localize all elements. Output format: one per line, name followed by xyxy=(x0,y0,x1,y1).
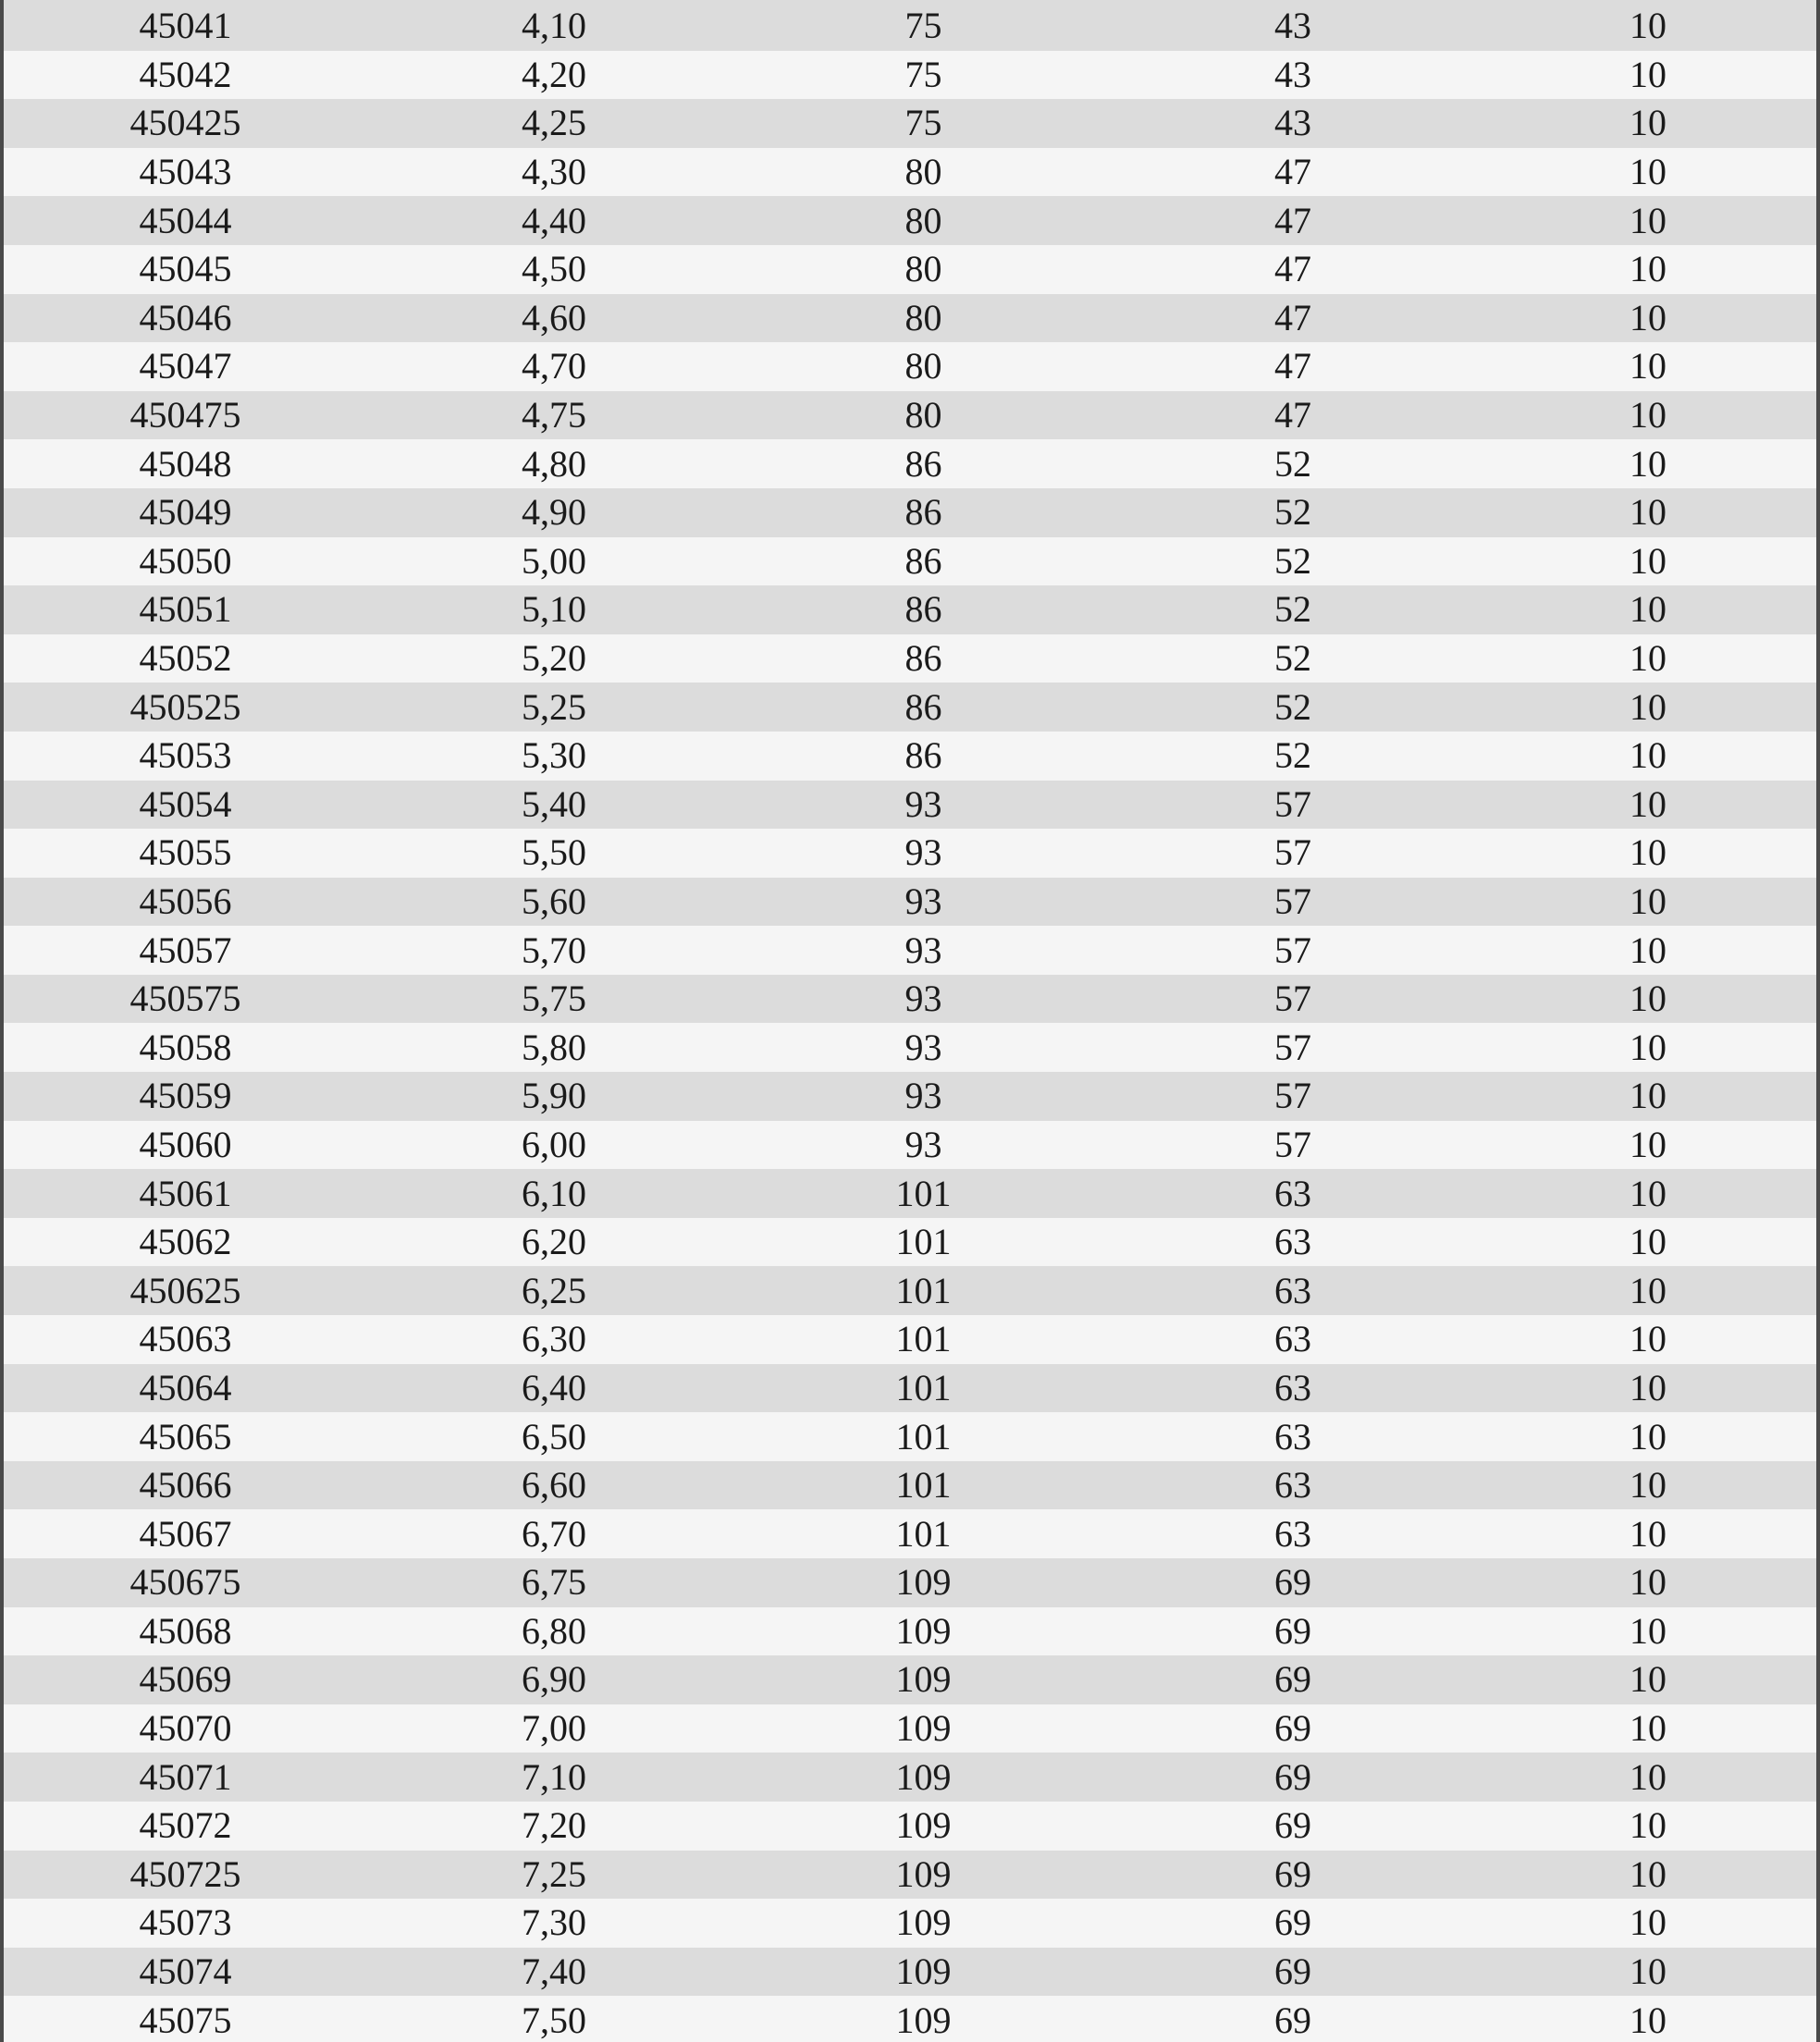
table-row xyxy=(4,1948,1816,1997)
pack-qty-cell: 10 xyxy=(1480,732,1816,781)
article-number-cell: 45048 xyxy=(4,439,367,488)
table-row xyxy=(4,1364,1816,1413)
flute-length-cell: 57 xyxy=(1106,926,1480,975)
length-cell: 93 xyxy=(741,1023,1106,1072)
pack-qty-cell: 10 xyxy=(1480,1364,1816,1413)
length-cell: 75 xyxy=(741,51,1106,100)
table-row xyxy=(4,1558,1816,1607)
article-number-cell: 45057 xyxy=(4,926,367,975)
length-cell: 86 xyxy=(741,634,1106,683)
pack-qty-cell: 10 xyxy=(1480,1899,1816,1948)
length-cell: 109 xyxy=(741,1607,1106,1656)
length-cell: 93 xyxy=(741,975,1106,1024)
diameter-cell: 4,25 xyxy=(367,99,741,148)
flute-length-cell: 57 xyxy=(1106,878,1480,927)
article-number-cell: 45068 xyxy=(4,1607,367,1656)
pack-qty-cell: 10 xyxy=(1480,634,1816,683)
pack-qty-cell: 10 xyxy=(1480,51,1816,100)
diameter-cell: 6,25 xyxy=(367,1266,741,1315)
length-cell: 101 xyxy=(741,1412,1106,1461)
table-row xyxy=(4,1266,1816,1315)
diameter-cell: 4,20 xyxy=(367,51,741,100)
diameter-cell: 5,50 xyxy=(367,829,741,878)
length-cell: 86 xyxy=(741,488,1106,537)
length-cell: 80 xyxy=(741,148,1106,197)
length-cell: 80 xyxy=(741,245,1106,294)
diameter-cell: 6,50 xyxy=(367,1412,741,1461)
diameter-cell: 4,40 xyxy=(367,196,741,245)
diameter-cell: 4,60 xyxy=(367,294,741,343)
article-number-cell: 45056 xyxy=(4,878,367,927)
pack-qty-cell: 10 xyxy=(1480,196,1816,245)
article-number-cell: 450725 xyxy=(4,1851,367,1900)
table-row xyxy=(4,488,1816,537)
diameter-cell: 5,75 xyxy=(367,975,741,1024)
pack-qty-cell: 10 xyxy=(1480,1802,1816,1851)
article-number-cell: 45055 xyxy=(4,829,367,878)
pack-qty-cell: 10 xyxy=(1480,294,1816,343)
length-cell: 86 xyxy=(741,439,1106,488)
flute-length-cell: 63 xyxy=(1106,1412,1480,1461)
flute-length-cell: 63 xyxy=(1106,1364,1480,1413)
length-cell: 86 xyxy=(741,585,1106,634)
flute-length-cell: 52 xyxy=(1106,537,1480,586)
flute-length-cell: 47 xyxy=(1106,391,1480,440)
flute-length-cell: 52 xyxy=(1106,488,1480,537)
diameter-cell: 7,25 xyxy=(367,1851,741,1900)
length-cell: 80 xyxy=(741,391,1106,440)
article-number-cell: 45058 xyxy=(4,1023,367,1072)
article-number-cell: 45065 xyxy=(4,1412,367,1461)
pack-qty-cell: 10 xyxy=(1480,1704,1816,1753)
table-row xyxy=(4,1461,1816,1510)
pack-qty-cell: 10 xyxy=(1480,1169,1816,1218)
pack-qty-cell: 10 xyxy=(1480,1655,1816,1704)
diameter-cell: 4,50 xyxy=(367,245,741,294)
flute-length-cell: 69 xyxy=(1106,1704,1480,1753)
pack-qty-cell: 10 xyxy=(1480,1996,1816,2042)
flute-length-cell: 69 xyxy=(1106,1802,1480,1851)
pack-qty-cell: 10 xyxy=(1480,585,1816,634)
table-row xyxy=(4,878,1816,927)
pack-qty-cell: 10 xyxy=(1480,391,1816,440)
diameter-cell: 5,60 xyxy=(367,878,741,927)
pack-qty-cell: 10 xyxy=(1480,537,1816,586)
pack-qty-cell: 10 xyxy=(1480,781,1816,830)
article-number-cell: 45046 xyxy=(4,294,367,343)
length-cell: 101 xyxy=(741,1364,1106,1413)
article-number-cell: 45066 xyxy=(4,1461,367,1510)
length-cell: 101 xyxy=(741,1169,1106,1218)
pack-qty-cell: 10 xyxy=(1480,1023,1816,1072)
flute-length-cell: 57 xyxy=(1106,1072,1480,1121)
article-number-cell: 45072 xyxy=(4,1802,367,1851)
table-row xyxy=(4,51,1816,100)
spec-table xyxy=(4,0,1816,2042)
table-row xyxy=(4,634,1816,683)
article-number-cell: 450575 xyxy=(4,975,367,1024)
flute-length-cell: 69 xyxy=(1106,1607,1480,1656)
article-number-cell: 45053 xyxy=(4,732,367,781)
length-cell: 86 xyxy=(741,732,1106,781)
article-number-cell: 45042 xyxy=(4,51,367,100)
table-row xyxy=(4,1753,1816,1802)
table-body xyxy=(4,0,1816,2042)
diameter-cell: 7,50 xyxy=(367,1996,741,2042)
length-cell: 109 xyxy=(741,1558,1106,1607)
article-number-cell: 45074 xyxy=(4,1948,367,1997)
length-cell: 80 xyxy=(741,294,1106,343)
table-row xyxy=(4,1607,1816,1656)
diameter-cell: 6,75 xyxy=(367,1558,741,1607)
article-number-cell: 45070 xyxy=(4,1704,367,1753)
pack-qty-cell: 10 xyxy=(1480,1753,1816,1802)
diameter-cell: 6,80 xyxy=(367,1607,741,1656)
diameter-cell: 5,10 xyxy=(367,585,741,634)
table-row xyxy=(4,537,1816,586)
flute-length-cell: 69 xyxy=(1106,1558,1480,1607)
table-row xyxy=(4,975,1816,1024)
diameter-cell: 7,20 xyxy=(367,1802,741,1851)
length-cell: 101 xyxy=(741,1266,1106,1315)
diameter-cell: 6,30 xyxy=(367,1315,741,1364)
pack-qty-cell: 10 xyxy=(1480,1607,1816,1656)
flute-length-cell: 43 xyxy=(1106,99,1480,148)
flute-length-cell: 63 xyxy=(1106,1461,1480,1510)
flute-length-cell: 47 xyxy=(1106,148,1480,197)
article-number-cell: 45050 xyxy=(4,537,367,586)
table-row xyxy=(4,1704,1816,1753)
flute-length-cell: 47 xyxy=(1106,245,1480,294)
table-row xyxy=(4,1315,1816,1364)
pack-qty-cell: 10 xyxy=(1480,1948,1816,1997)
length-cell: 86 xyxy=(741,537,1106,586)
article-number-cell: 45054 xyxy=(4,781,367,830)
pack-qty-cell: 10 xyxy=(1480,245,1816,294)
diameter-cell: 7,30 xyxy=(367,1899,741,1948)
pack-qty-cell: 10 xyxy=(1480,1266,1816,1315)
table-row xyxy=(4,1851,1816,1900)
flute-length-cell: 43 xyxy=(1106,0,1480,51)
table-row xyxy=(4,732,1816,781)
table-row xyxy=(4,294,1816,343)
diameter-cell: 5,25 xyxy=(367,683,741,732)
flute-length-cell: 52 xyxy=(1106,683,1480,732)
table-row xyxy=(4,1023,1816,1072)
article-number-cell: 45063 xyxy=(4,1315,367,1364)
table-row xyxy=(4,439,1816,488)
article-number-cell: 45049 xyxy=(4,488,367,537)
article-number-cell: 45067 xyxy=(4,1509,367,1558)
flute-length-cell: 57 xyxy=(1106,975,1480,1024)
length-cell: 93 xyxy=(741,1072,1106,1121)
table-row xyxy=(4,1509,1816,1558)
diameter-cell: 4,75 xyxy=(367,391,741,440)
length-cell: 109 xyxy=(741,1753,1106,1802)
diameter-cell: 5,70 xyxy=(367,926,741,975)
article-number-cell: 450675 xyxy=(4,1558,367,1607)
diameter-cell: 6,60 xyxy=(367,1461,741,1510)
article-number-cell: 45071 xyxy=(4,1753,367,1802)
article-number-cell: 45062 xyxy=(4,1218,367,1267)
diameter-cell: 4,80 xyxy=(367,439,741,488)
table-row xyxy=(4,1218,1816,1267)
length-cell: 93 xyxy=(741,878,1106,927)
pack-qty-cell: 10 xyxy=(1480,1461,1816,1510)
flute-length-cell: 69 xyxy=(1106,1655,1480,1704)
table-row xyxy=(4,1412,1816,1461)
length-cell: 109 xyxy=(741,1996,1106,2042)
pack-qty-cell: 10 xyxy=(1480,1072,1816,1121)
pack-qty-cell: 10 xyxy=(1480,342,1816,391)
article-number-cell: 45073 xyxy=(4,1899,367,1948)
length-cell: 93 xyxy=(741,781,1106,830)
length-cell: 109 xyxy=(741,1704,1106,1753)
table-row xyxy=(4,245,1816,294)
table-row xyxy=(4,196,1816,245)
table-row xyxy=(4,391,1816,440)
diameter-cell: 7,10 xyxy=(367,1753,741,1802)
pack-qty-cell: 10 xyxy=(1480,488,1816,537)
table-row xyxy=(4,585,1816,634)
length-cell: 109 xyxy=(741,1948,1106,1997)
flute-length-cell: 69 xyxy=(1106,1851,1480,1900)
article-number-cell: 450425 xyxy=(4,99,367,148)
flute-length-cell: 57 xyxy=(1106,1023,1480,1072)
length-cell: 101 xyxy=(741,1461,1106,1510)
table-row xyxy=(4,1121,1816,1170)
article-number-cell: 450525 xyxy=(4,683,367,732)
length-cell: 86 xyxy=(741,683,1106,732)
table-row xyxy=(4,1655,1816,1704)
diameter-cell: 6,90 xyxy=(367,1655,741,1704)
pack-qty-cell: 10 xyxy=(1480,99,1816,148)
article-number-cell: 45044 xyxy=(4,196,367,245)
article-number-cell: 45052 xyxy=(4,634,367,683)
flute-length-cell: 69 xyxy=(1106,1948,1480,1997)
pack-qty-cell: 10 xyxy=(1480,148,1816,197)
article-number-cell: 45043 xyxy=(4,148,367,197)
pack-qty-cell: 10 xyxy=(1480,829,1816,878)
table-row xyxy=(4,1072,1816,1121)
diameter-cell: 5,40 xyxy=(367,781,741,830)
length-cell: 93 xyxy=(741,829,1106,878)
length-cell: 109 xyxy=(741,1851,1106,1900)
length-cell: 109 xyxy=(741,1655,1106,1704)
article-number-cell: 45047 xyxy=(4,342,367,391)
pack-qty-cell: 10 xyxy=(1480,926,1816,975)
article-number-cell: 45045 xyxy=(4,245,367,294)
diameter-cell: 6,40 xyxy=(367,1364,741,1413)
flute-length-cell: 57 xyxy=(1106,829,1480,878)
pack-qty-cell: 10 xyxy=(1480,1558,1816,1607)
table-row xyxy=(4,1996,1816,2042)
article-number-cell: 45060 xyxy=(4,1121,367,1170)
diameter-cell: 4,70 xyxy=(367,342,741,391)
length-cell: 80 xyxy=(741,196,1106,245)
length-cell: 80 xyxy=(741,342,1106,391)
diameter-cell: 6,20 xyxy=(367,1218,741,1267)
diameter-cell: 7,40 xyxy=(367,1948,741,1997)
diameter-cell: 7,00 xyxy=(367,1704,741,1753)
flute-length-cell: 47 xyxy=(1106,342,1480,391)
length-cell: 75 xyxy=(741,99,1106,148)
table-row xyxy=(4,1899,1816,1948)
pack-qty-cell: 10 xyxy=(1480,878,1816,927)
length-cell: 101 xyxy=(741,1509,1106,1558)
flute-length-cell: 63 xyxy=(1106,1315,1480,1364)
pack-qty-cell: 10 xyxy=(1480,1121,1816,1170)
diameter-cell: 4,90 xyxy=(367,488,741,537)
flute-length-cell: 69 xyxy=(1106,1753,1480,1802)
diameter-cell: 5,90 xyxy=(367,1072,741,1121)
flute-length-cell: 47 xyxy=(1106,196,1480,245)
pack-qty-cell: 10 xyxy=(1480,1218,1816,1267)
flute-length-cell: 69 xyxy=(1106,1996,1480,2042)
diameter-cell: 5,80 xyxy=(367,1023,741,1072)
flute-length-cell: 63 xyxy=(1106,1509,1480,1558)
pack-qty-cell: 10 xyxy=(1480,975,1816,1024)
article-number-cell: 45061 xyxy=(4,1169,367,1218)
diameter-cell: 4,10 xyxy=(367,0,741,51)
diameter-cell: 5,00 xyxy=(367,537,741,586)
flute-length-cell: 63 xyxy=(1106,1218,1480,1267)
table-row xyxy=(4,781,1816,830)
table-row xyxy=(4,148,1816,197)
article-number-cell: 45041 xyxy=(4,0,367,51)
table-row xyxy=(4,99,1816,148)
table-row xyxy=(4,1169,1816,1218)
flute-length-cell: 52 xyxy=(1106,585,1480,634)
article-number-cell: 450625 xyxy=(4,1266,367,1315)
flute-length-cell: 52 xyxy=(1106,732,1480,781)
diameter-cell: 6,00 xyxy=(367,1121,741,1170)
flute-length-cell: 52 xyxy=(1106,634,1480,683)
pack-qty-cell: 10 xyxy=(1480,0,1816,51)
table-row xyxy=(4,342,1816,391)
pack-qty-cell: 10 xyxy=(1480,439,1816,488)
article-number-cell: 45059 xyxy=(4,1072,367,1121)
flute-length-cell: 43 xyxy=(1106,51,1480,100)
table-row xyxy=(4,683,1816,732)
flute-length-cell: 57 xyxy=(1106,1121,1480,1170)
length-cell: 93 xyxy=(741,1121,1106,1170)
length-cell: 75 xyxy=(741,0,1106,51)
length-cell: 101 xyxy=(741,1218,1106,1267)
table-row xyxy=(4,926,1816,975)
diameter-cell: 5,20 xyxy=(367,634,741,683)
length-cell: 109 xyxy=(741,1802,1106,1851)
pack-qty-cell: 10 xyxy=(1480,1851,1816,1900)
diameter-cell: 4,30 xyxy=(367,148,741,197)
diameter-cell: 6,70 xyxy=(367,1509,741,1558)
table-row xyxy=(4,829,1816,878)
article-number-cell: 45069 xyxy=(4,1655,367,1704)
pack-qty-cell: 10 xyxy=(1480,1412,1816,1461)
table-row xyxy=(4,1802,1816,1851)
article-number-cell: 45064 xyxy=(4,1364,367,1413)
pack-qty-cell: 10 xyxy=(1480,683,1816,732)
pack-qty-cell: 10 xyxy=(1480,1315,1816,1364)
diameter-cell: 5,30 xyxy=(367,732,741,781)
article-number-cell: 45051 xyxy=(4,585,367,634)
flute-length-cell: 69 xyxy=(1106,1899,1480,1948)
length-cell: 101 xyxy=(741,1315,1106,1364)
flute-length-cell: 63 xyxy=(1106,1266,1480,1315)
diameter-cell: 6,10 xyxy=(367,1169,741,1218)
pack-qty-cell: 10 xyxy=(1480,1509,1816,1558)
flute-length-cell: 63 xyxy=(1106,1169,1480,1218)
length-cell: 93 xyxy=(741,926,1106,975)
table-row xyxy=(4,0,1816,51)
flute-length-cell: 57 xyxy=(1106,781,1480,830)
length-cell: 109 xyxy=(741,1899,1106,1948)
article-number-cell: 45075 xyxy=(4,1996,367,2042)
flute-length-cell: 52 xyxy=(1106,439,1480,488)
article-number-cell: 450475 xyxy=(4,391,367,440)
flute-length-cell: 47 xyxy=(1106,294,1480,343)
